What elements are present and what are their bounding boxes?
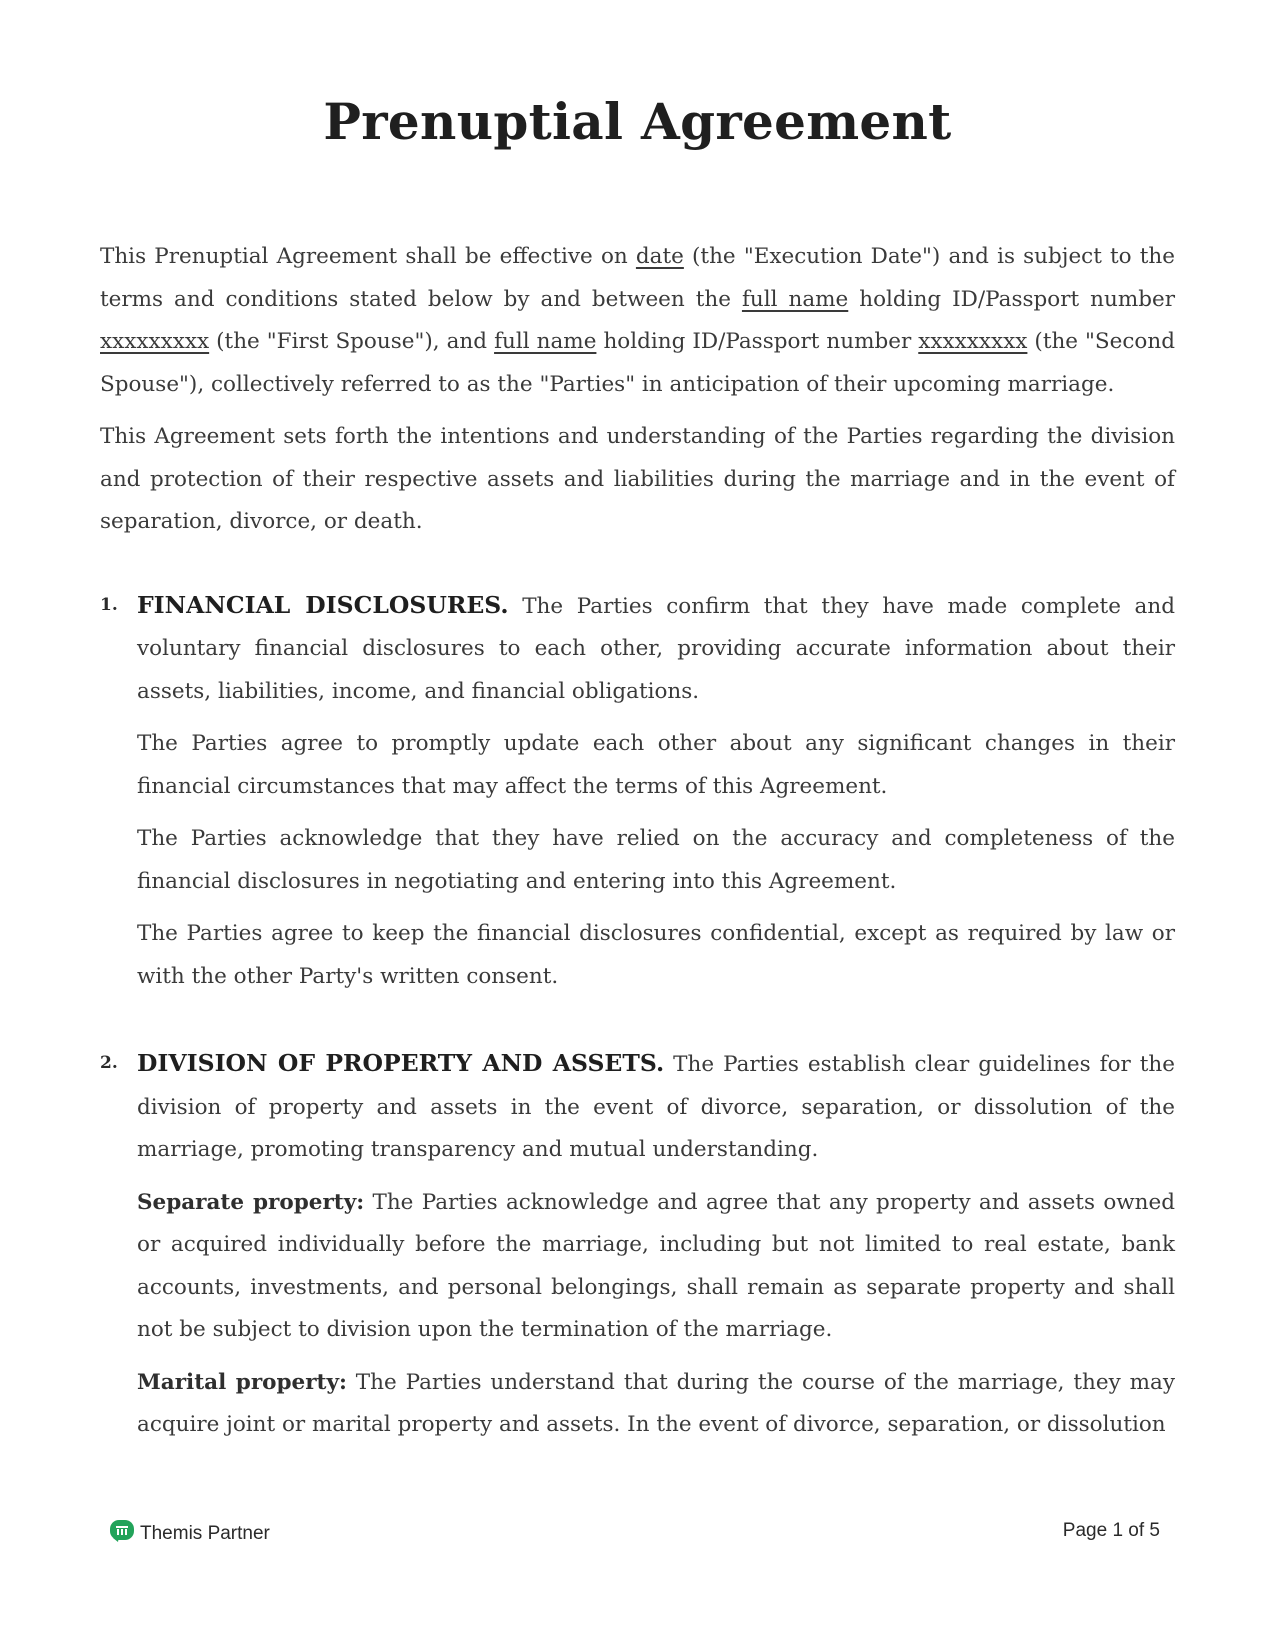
section-number: 1. (100, 594, 118, 615)
document-title: Prenuptial Agreement (323, 92, 952, 151)
subsection-label: Separate property: (137, 1189, 365, 1215)
section-heading: DIVISION OF PROPERTY AND ASSETS. (137, 1049, 665, 1077)
intro-text: holding ID/Passport number (596, 329, 919, 354)
section-lead-paragraph (137, 584, 1175, 714)
section-paragraph: The Parties agree to keep the financial disclosures confidential, except as required by law or with the other Party's written consent. (137, 921, 1175, 989)
execution-date-field: date (635, 244, 684, 269)
page-footer (110, 1520, 1160, 1550)
intro-text: (the "Execution Date") and is subject to the terms and conditions stated below by and between the (100, 244, 1176, 312)
footer-brand-name: Themis Partner (140, 1523, 270, 1544)
section-paragraph: The Parties acknowledge that they have relied on the accuracy and completeness of the financial disclosures in negotiating and entering into this Agreement. (137, 826, 1175, 894)
intro-text: (the "First Spouse"), and (209, 329, 495, 354)
subsection-marital-property (137, 1362, 1175, 1447)
themis-logo-icon (110, 1520, 134, 1548)
first-spouse-name-field: full name (741, 286, 849, 312)
section-number: 2. (100, 1053, 118, 1073)
section-division-of-property (100, 1042, 1175, 1447)
subsection-separate-property (137, 1182, 1175, 1352)
section-lead-text: The Parties establish clear guidelines for the division of property and assets in the event of divorce, separation, or dissolution of the marriage, promoting transparency and mutual understanding. (137, 1052, 1175, 1162)
first-spouse-id-field: xxxxxxxxx (100, 329, 210, 354)
intro (100, 236, 1175, 544)
section-lead-paragraph (137, 1042, 1175, 1172)
section-paragraph: The Parties agree to promptly update each other about any significant changes in their financial circumstances that may affect the terms of this Agreement. (137, 731, 1175, 799)
intro-paragraph-1 (100, 236, 1175, 406)
section-financial-disclosures (100, 584, 1175, 999)
second-spouse-id-field: xxxxxxxxx (918, 329, 1028, 354)
subsection-label: Marital property: (137, 1369, 347, 1395)
intro-text: holding ID/Passport number (848, 286, 1175, 312)
section-heading: FINANCIAL DISCLOSURES. (137, 590, 509, 619)
intro-paragraph-2: This Agreement sets forth the intentions and understanding of the Parties regarding the division and protection of their respective assets and liabilities during the marriage and in the event of separation, divorce, or death. (100, 424, 1175, 534)
subsection-text: The Parties understand that during the course of the marriage, they may acquire joint or marital property and assets. In the event of divorce, separation, or dissolution (137, 1369, 1175, 1437)
intro-text: (the "Second Spouse"), collectively referred to as the "Parties" in anticipation of their upcoming marriage. (100, 329, 1175, 397)
page-number: Page 1 of 5 (1062, 1520, 1160, 1541)
section-lead-text: The Parties confirm that they have made complete and voluntary financial disclosures to each other, providing accurate information about their assets, liabilities, income, and financial obligations. (137, 593, 1175, 704)
footer-brand (110, 1520, 270, 1548)
subsection-text: The Parties acknowledge and agree that any property and assets owned or acquired individually before the marriage, including but not limited to real estate, bank accounts, investments, and personal belongings, shall remain as separate property and shall not be subject to division upon the termination of the marriage. (137, 1189, 1176, 1342)
document-body (100, 236, 1175, 1457)
second-spouse-name-field: full name (494, 329, 597, 354)
intro-text: This Prenuptial Agreement shall be effective on (100, 244, 636, 269)
